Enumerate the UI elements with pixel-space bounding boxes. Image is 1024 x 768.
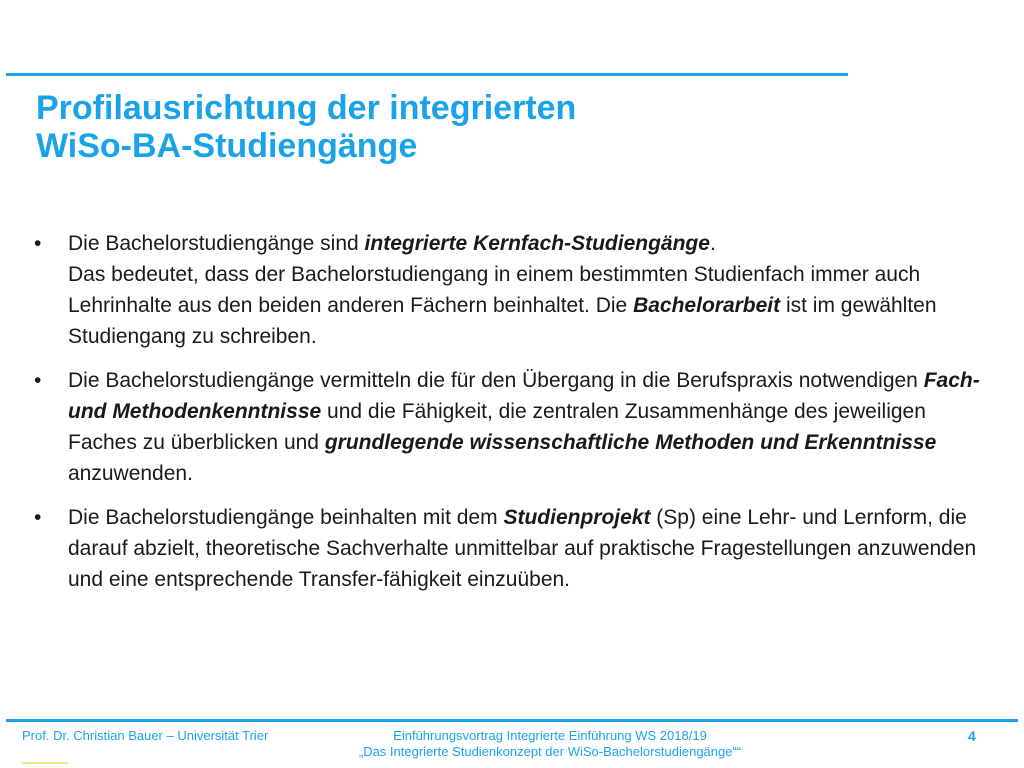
bullet-text bbox=[68, 228, 994, 352]
bullet-item-studienprojekt bbox=[34, 502, 994, 595]
emphasis-segment: Fach- und Methodenkenntnisse bbox=[68, 369, 980, 423]
emphasis-segment: Studienprojekt bbox=[503, 506, 651, 529]
bullet-continuation bbox=[68, 259, 994, 352]
footer-author: Prof. Dr. Christian Bauer – Universität Trier bbox=[22, 728, 269, 743]
slide-title-line-2: WiSo-BA-Studiengänge bbox=[36, 127, 418, 165]
text-segment: anzuwenden. bbox=[68, 462, 193, 485]
bullet-item-kernfach bbox=[34, 228, 994, 352]
title-divider bbox=[6, 73, 848, 76]
page-number: 4 bbox=[968, 728, 976, 744]
bullet-marker: • bbox=[34, 232, 42, 255]
bullet-text bbox=[68, 502, 994, 595]
footer-divider bbox=[6, 719, 1018, 722]
bullet-list bbox=[34, 228, 994, 608]
slide-title-line-1: Profilausrichtung der integrierten bbox=[36, 89, 577, 127]
text-segment: (Sp) eine Lehr- und Lernform, die darauf abzielt, theoretische Sachverhalte unmittelbar auf praktische Fragestellungen anzuwenden und eine entsprechende Transfer-fähigkeit einzuüben. bbox=[68, 506, 977, 591]
text-segment: ist im gewählten Studiengang zu schreiben. bbox=[68, 294, 937, 348]
emphasis-segment: integrierte Kernfach-Studiengänge bbox=[364, 232, 710, 255]
emphasis-segment: grundlegende wissenschaftliche Methoden und Erkenntnisse bbox=[324, 431, 937, 454]
footer-event-line-1: Einführungsvortrag Integrierte Einführung WS 2018/19 bbox=[393, 728, 707, 743]
text-segment: Die Bachelorstudiengänge sind bbox=[68, 232, 365, 255]
emphasis-segment: Bachelorarbeit bbox=[633, 294, 781, 317]
footer-event bbox=[330, 728, 770, 760]
text-segment: . bbox=[709, 232, 716, 255]
text-segment: und die Fähigkeit, die zentralen Zusammenhänge des jeweiligen Faches zu überblicken und bbox=[68, 400, 926, 454]
bullet-item-kenntnisse bbox=[34, 365, 994, 489]
logo-strip bbox=[22, 762, 68, 764]
text-segment: Die Bachelorstudiengänge vermitteln die für den Übergang in die Berufspraxis notwendigen bbox=[68, 369, 924, 392]
text-segment: Das bedeutet, dass der Bachelorstudiengang in einem bestimmten Studienfach immer auch Lehrinhalte aus den beiden anderen Fächern beinhaltet. Die bbox=[68, 263, 921, 317]
slide-title bbox=[36, 89, 576, 165]
text-segment: Die Bachelorstudiengänge beinhalten mit dem bbox=[68, 506, 504, 529]
bullet-marker: • bbox=[34, 369, 42, 392]
bullet-marker: • bbox=[34, 506, 42, 529]
bullet-first-line bbox=[68, 228, 994, 259]
footer-event-line-2: „Das Integrierte Studienkonzept der WiSo-Bachelorstudiengänge““ bbox=[358, 744, 742, 759]
bullet-text bbox=[68, 365, 994, 489]
